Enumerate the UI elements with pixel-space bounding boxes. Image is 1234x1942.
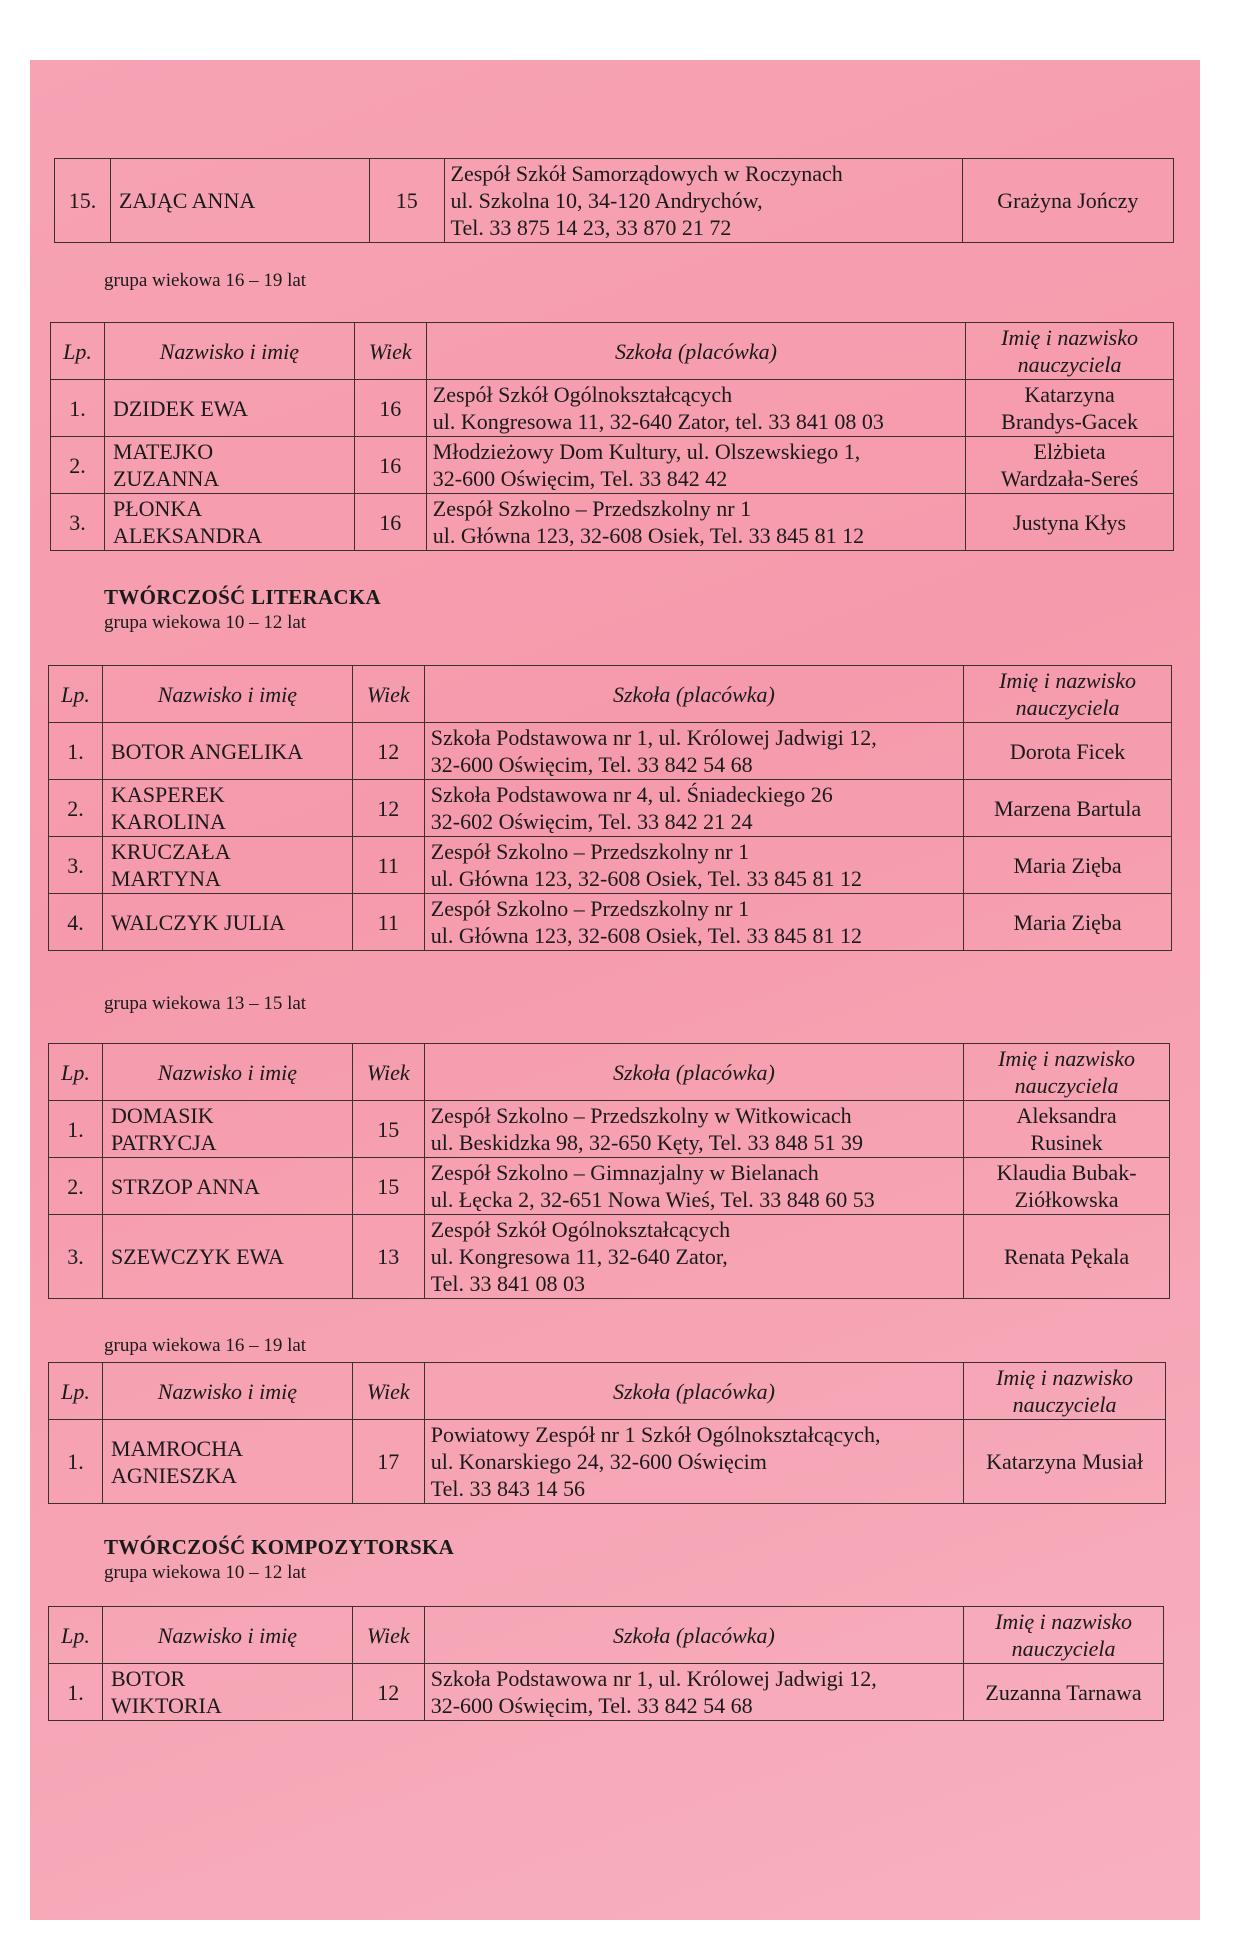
cell-name: MATEJKO ZUZANNA (104, 437, 354, 494)
header-teacher: Imię i nazwisko nauczyciela (964, 666, 1172, 723)
age-group-label: grupa wiekowa 10 – 12 lat (104, 612, 307, 633)
cell-teacher: Maria Zięba (964, 894, 1172, 951)
cell-teacher: Dorota Ficek (964, 723, 1172, 780)
cell-school: Powiatowy Zespół nr 1 Szkół Ogólnokształcących, ul. Konarskiego 24, 32-600 Oświęcim Tel. 33 843 14 56 (424, 1420, 963, 1504)
header-lp: Lp. (49, 1044, 103, 1101)
header-name: Nazwisko i imię (102, 1363, 352, 1420)
cell-school: Szkoła Podstawowa nr 4, ul. Śniadeckiego 26 32-602 Oświęcim, Tel. 33 842 21 24 (424, 780, 963, 837)
header-school: Szkoła (placówka) (424, 1607, 963, 1664)
cell-lp: 2. (51, 437, 105, 494)
cell-school: Szkoła Podstawowa nr 1, ul. Królowej Jadwigi 12, 32-600 Oświęcim, Tel. 33 842 54 68 (424, 1664, 963, 1721)
cell-name: PŁONKA ALEKSANDRA (104, 494, 354, 551)
cell-age: 15 (369, 159, 444, 243)
table-row (49, 1101, 1170, 1158)
header-name: Nazwisko i imię (102, 1607, 352, 1664)
cell-age: 11 (352, 837, 424, 894)
header-school: Szkoła (placówka) (424, 666, 963, 723)
cell-age: 16 (354, 380, 426, 437)
cell-lp: 1. (51, 380, 105, 437)
header-lp: Lp. (51, 323, 105, 380)
cell-name: ZAJĄC ANNA (110, 159, 369, 243)
age-group-label: grupa wiekowa 16 – 19 lat (104, 270, 307, 291)
cell-teacher: Katarzyna Brandys-Gacek (966, 380, 1174, 437)
section-title-literacka: TWÓRCZOŚĆ LITERACKA (104, 585, 381, 609)
header-teacher: Imię i nazwisko nauczyciela (964, 1363, 1166, 1420)
cell-name: SZEWCZYK EWA (102, 1215, 352, 1299)
cell-age: 16 (354, 437, 426, 494)
table-row (49, 723, 1172, 780)
table-row (49, 1664, 1164, 1721)
cell-lp: 3. (51, 494, 105, 551)
cell-school: Zespół Szkolno – Gimnazjalny w Bielanach ul. Łęcka 2, 32-651 Nowa Wieś, Tel. 33 848 60 53 (424, 1158, 963, 1215)
header-name: Nazwisko i imię (102, 1044, 352, 1101)
cell-teacher: Katarzyna Musiał (964, 1420, 1166, 1504)
cell-name: DOMASIK PATRYCJA (102, 1101, 352, 1158)
header-school: Szkoła (placówka) (424, 1363, 963, 1420)
cell-age: 16 (354, 494, 426, 551)
cell-lp: 2. (49, 1158, 103, 1215)
header-lp: Lp. (49, 1363, 103, 1420)
cell-teacher: Marzena Bartula (964, 780, 1172, 837)
results-table-16-19 (50, 322, 1174, 551)
cell-lp: 1. (49, 1664, 103, 1721)
results-table-literacka-13-15 (48, 1043, 1170, 1299)
cell-school: Zespół Szkół Samorządowych w Roczynach ul. Szkolna 10, 34-120 Andrychów, Tel. 33 875 14 23, 33 870 21 72 (444, 159, 962, 243)
table-row (49, 1215, 1170, 1299)
table-row (51, 437, 1174, 494)
table-header-row (49, 1044, 1170, 1101)
cell-lp: 2. (49, 780, 103, 837)
table-row (49, 894, 1172, 951)
cell-school: Zespół Szkolno – Przedszkolny nr 1 ul. Główna 123, 32-608 Osiek, Tel. 33 845 81 12 (426, 494, 965, 551)
table-row (49, 780, 1172, 837)
header-school: Szkoła (placówka) (426, 323, 965, 380)
cell-age: 12 (352, 1664, 424, 1721)
cell-age: 11 (352, 894, 424, 951)
cell-age: 15 (352, 1158, 424, 1215)
header-teacher: Imię i nazwisko nauczyciela (966, 323, 1174, 380)
cell-school: Zespół Szkolno – Przedszkolny nr 1 ul. Główna 123, 32-608 Osiek, Tel. 33 845 81 12 (424, 894, 963, 951)
cell-name: BOTOR ANGELIKA (102, 723, 352, 780)
header-lp: Lp. (49, 666, 103, 723)
header-school: Szkoła (placówka) (424, 1044, 963, 1101)
cell-lp: 3. (49, 1215, 103, 1299)
cell-lp: 1. (49, 723, 103, 780)
cell-name: BOTOR WIKTORIA (102, 1664, 352, 1721)
cell-name: KRUCZAŁA MARTYNA (102, 837, 352, 894)
cell-age: 15 (352, 1101, 424, 1158)
cell-teacher: Renata Pękala (964, 1215, 1170, 1299)
age-group-label: grupa wiekowa 16 – 19 lat (104, 1335, 307, 1356)
header-age: Wiek (352, 1044, 424, 1101)
cell-age: 12 (352, 723, 424, 780)
cell-name: WALCZYK JULIA (102, 894, 352, 951)
cell-school: Zespół Szkolno – Przedszkolny w Witkowicach ul. Beskidzka 98, 32-650 Kęty, Tel. 33 848 51 39 (424, 1101, 963, 1158)
table-row (49, 1158, 1170, 1215)
age-group-label: grupa wiekowa 13 – 15 lat (104, 993, 307, 1014)
header-name: Nazwisko i imię (102, 666, 352, 723)
cell-name: DZIDEK EWA (104, 380, 354, 437)
cell-lp: 1. (49, 1420, 103, 1504)
cell-lp: 3. (49, 837, 103, 894)
header-age: Wiek (352, 1363, 424, 1420)
header-teacher: Imię i nazwisko nauczyciela (964, 1607, 1164, 1664)
cell-age: 13 (352, 1215, 424, 1299)
cell-teacher: Grażyna Jończy (962, 159, 1173, 243)
cell-lp: 1. (49, 1101, 103, 1158)
header-teacher: Imię i nazwisko nauczyciela (964, 1044, 1170, 1101)
cell-lp: 4. (49, 894, 103, 951)
cell-school: Szkoła Podstawowa nr 1, ul. Królowej Jadwigi 12, 32-600 Oświęcim, Tel. 33 842 54 68 (424, 723, 963, 780)
cell-name: STRZOP ANNA (102, 1158, 352, 1215)
age-group-label: grupa wiekowa 10 – 12 lat (104, 1562, 307, 1583)
table-row (49, 837, 1172, 894)
table-header-row (51, 323, 1174, 380)
results-table-kompozytorska-10-12 (48, 1606, 1164, 1721)
table-header-row (49, 1607, 1164, 1664)
cell-name: MAMROCHA AGNIESZKA (102, 1420, 352, 1504)
section-title-kompozytorska: TWÓRCZOŚĆ KOMPOZYTORSKA (104, 1535, 455, 1559)
table-header-row (49, 1363, 1166, 1420)
results-table-literacka-10-12 (48, 665, 1172, 951)
cell-school: Zespół Szkolno – Przedszkolny nr 1 ul. Główna 123, 32-608 Osiek, Tel. 33 845 81 12 (424, 837, 963, 894)
table-header-row (49, 666, 1172, 723)
cell-teacher: Elżbieta Wardzała-Sereś (966, 437, 1174, 494)
table-row (49, 1420, 1166, 1504)
header-lp: Lp. (49, 1607, 103, 1664)
cell-teacher: Klaudia Bubak- Ziółkowska (964, 1158, 1170, 1215)
table-row (55, 159, 1174, 243)
cell-school: Młodzieżowy Dom Kultury, ul. Olszewskiego 1, 32-600 Oświęcim, Tel. 33 842 42 (426, 437, 965, 494)
cell-school: Zespół Szkół Ogólnokształcących ul. Kongresowa 11, 32-640 Zator, Tel. 33 841 08 03 (424, 1215, 963, 1299)
cell-teacher: Justyna Kłys (966, 494, 1174, 551)
cell-school: Zespół Szkół Ogólnokształcących ul. Kongresowa 11, 32-640 Zator, tel. 33 841 08 03 (426, 380, 965, 437)
cell-lp: 15. (55, 159, 111, 243)
table-row (51, 494, 1174, 551)
cell-teacher: Zuzanna Tarnawa (964, 1664, 1164, 1721)
header-name: Nazwisko i imię (104, 323, 354, 380)
header-age: Wiek (352, 1607, 424, 1664)
cell-teacher: Maria Zięba (964, 837, 1172, 894)
cell-teacher: Aleksandra Rusinek (964, 1101, 1170, 1158)
cell-age: 17 (352, 1420, 424, 1504)
cell-name: KASPEREK KAROLINA (102, 780, 352, 837)
header-age: Wiek (354, 323, 426, 380)
results-table-literacka-16-19 (48, 1362, 1166, 1504)
header-age: Wiek (352, 666, 424, 723)
results-table-continuation (54, 158, 1174, 243)
table-row (51, 380, 1174, 437)
cell-age: 12 (352, 780, 424, 837)
